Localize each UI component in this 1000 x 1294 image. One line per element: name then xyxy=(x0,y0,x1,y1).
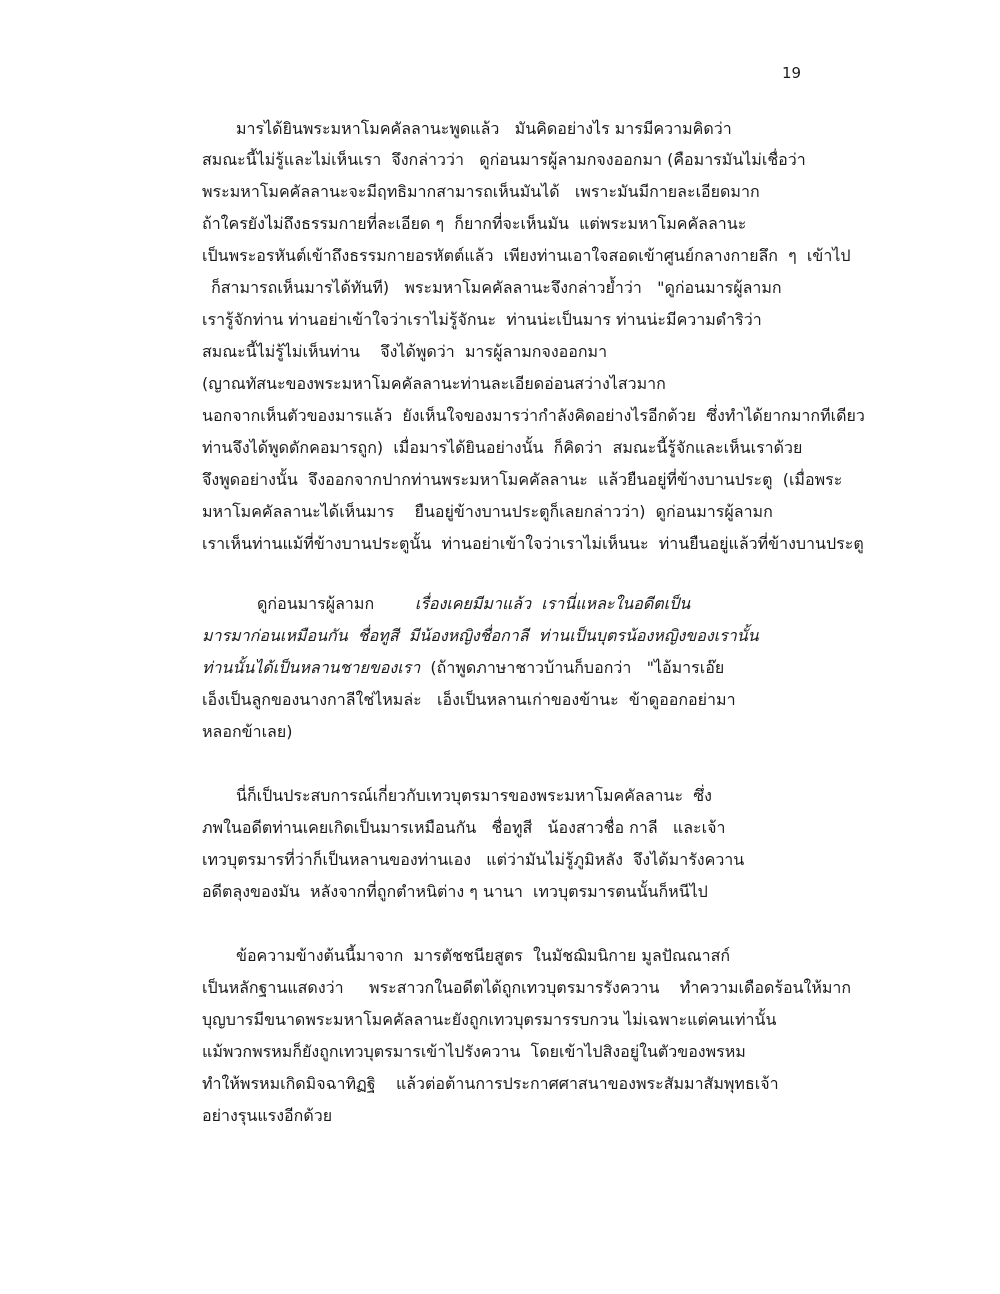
paragraph-4-line xyxy=(202,1042,746,1062)
italic-text-segment: เรื่องเคยมีมาแล้ว เรานี่แหละในอดีตเป็น xyxy=(414,594,691,613)
paragraph-3-line xyxy=(236,786,712,806)
text-segment: (ญาณทัสนะของพระมหาโมคคัลลานะท่านละเอียดอ่อนสว่างไสวมาก xyxy=(202,374,666,393)
text-segment: เทวบุตรมารที่ว่าก็เป็นหลานของท่านเอง แต่ว่ามันไม่รู้ภูมิหลัง จึงได้มารังควาน xyxy=(202,850,745,869)
text-segment: พระมหาโมคคัลลานะจะมีฤทธิมากสามารถเห็นมันได้ เพราะมันมีกายละเอียดมาก xyxy=(202,182,760,201)
paragraph-1-line xyxy=(202,310,762,330)
paragraph-1-line xyxy=(206,278,782,298)
text-segment: มหาโมคคัลลานะได้เห็นมาร ยืนอยู่ข้างบานประตูก็เลยกล่าวว่า) ดูก่อนมารผู้ลามก xyxy=(202,502,773,521)
text-segment: บุญบารมีขนาดพระมหาโมคคัลลานะยังถูกเทวบุตรมารรบกวน ไม่เฉพาะแต่คนเท่านั้น xyxy=(202,1010,777,1029)
paragraph-3-line xyxy=(202,850,744,870)
text-segment: แม้พวกพรหมก็ยังถูกเทวบุตรมารเข้าไปรังควาน โดยเข้าไปสิงอยู่ในตัวของพรหม xyxy=(202,1042,746,1061)
paragraph-1-line xyxy=(202,438,802,458)
paragraph-1-line xyxy=(202,214,746,234)
paragraph-1-line xyxy=(202,182,760,202)
paragraph-1-line xyxy=(202,342,607,362)
paragraph-2-line xyxy=(202,626,759,646)
paragraph-4-line xyxy=(202,1074,779,1094)
text-segment: อย่างรุนแรงอีกด้วย xyxy=(202,1106,333,1125)
paragraph-1-line xyxy=(202,502,773,522)
paragraph-4-line xyxy=(202,1010,776,1030)
paragraph-1-line xyxy=(236,119,732,139)
page-number: 19 xyxy=(782,64,802,82)
paragraph-1-line xyxy=(202,470,842,490)
paragraph-3-line xyxy=(202,818,725,838)
text-segment: (ถ้าพูดภาษาชาวบ้านก็บอกว่า "ไอ้มารเอ๊ย xyxy=(420,658,725,677)
text-segment: ดูก่อนมารผู้ลามก xyxy=(257,594,415,613)
text-segment: ก็สามารถเห็นมารได้ทันที) พระมหาโมคคัลลานะจึงกล่าวย้ำว่า "ดูก่อนมารผู้ลามก xyxy=(206,278,782,297)
paragraph-1-line xyxy=(202,534,864,554)
text-segment: ท่านจึงได้พูดดักคอมารถูก) เมื่อมารได้ยินอย่างนั้น ก็คิดว่า สมณะนี้รู้จักและเห็นเราด้วย xyxy=(202,438,803,457)
paragraph-1-line xyxy=(202,374,666,394)
text-segment: เอ็งเป็นลูกของนางกาลีใช่ไหมล่ะ เอ็งเป็นหลานเก่าของข้านะ ข้าดูออกอย่ามา xyxy=(202,690,736,709)
text-segment: ภพในอดีตท่านเคยเกิดเป็นมารเหมือนกัน ชื่อทูสี น้องสาวชื่อ กาลี และเจ้า xyxy=(202,818,726,837)
paragraph-2-line xyxy=(202,690,736,710)
paragraph-2-line xyxy=(202,658,724,678)
paragraph-2-line xyxy=(202,722,292,742)
text-segment: สมณะนี้ไม่รู้และไม่เห็นเรา จึงกล่าวว่า ดูก่อนมารผู้ลามกจงออกมา (คือมารมันไม่เชื่อว่า xyxy=(202,150,806,169)
italic-text-segment: ท่านนั้นได้เป็นหลานชายของเรา xyxy=(202,658,421,677)
text-segment: จึงพูดอย่างนั้น จึงออกจากปากท่านพระมหาโมคคัลลานะ แล้วยืนอยู่ที่ข้างบานประตู (เมื่อพระ xyxy=(202,470,843,489)
paragraph-1-line xyxy=(202,150,806,170)
text-segment: หลอกข้าเลย) xyxy=(202,722,293,741)
text-segment: เราเห็นท่านแม้ที่ข้างบานประตูนั้น ท่านอย่าเข้าใจว่าเราไม่เห็นนะ ท่านยืนอยู่แล้วที่ข้างบานประตู xyxy=(202,534,864,553)
paragraph-2-line xyxy=(257,594,690,614)
text-segment: เป็นพระอรหันต์เข้าถึงธรรมกายอรหัตต์แล้ว เพียงท่านเอาใจสอดเข้าศูนย์กลางกายลึก ๆ เข้าไป xyxy=(202,246,851,265)
text-segment: ข้อความข้างต้นนี้มาจาก มารตัชชนียสูตร ในมัชฌิมนิกาย มูลปัณณาสก์ xyxy=(236,946,731,965)
paragraph-3-line xyxy=(202,882,708,902)
paragraph-4-line xyxy=(202,978,851,998)
paragraph-4-line xyxy=(202,1106,332,1126)
text-segment: เรารู้จักท่าน ท่านอย่าเข้าใจว่าเราไม่รู้จักนะ ท่านน่ะเป็นมาร ท่านน่ะมีความดำริว่า xyxy=(202,310,762,329)
italic-text-segment: มารมาก่อนเหมือนกัน ชื่อทูสี มีน้องหญิงชื่อกาลี ท่านเป็นบุตรน้องหญิงของเรานั้น xyxy=(202,626,759,645)
text-segment: ทำให้พรหมเกิดมิจฉาทิฏฐิ แล้วต่อต้านการประกาศศาสนาของพระสัมมาสัมพุทธเจ้า xyxy=(202,1074,779,1093)
text-segment: นอกจากเห็นตัวของมารแล้ว ยังเห็นใจของมารว่ากำลังคิดอย่างไรอีกด้วย ซึ่งทำได้ยากมากทีเดียว xyxy=(202,406,865,425)
text-segment: มารได้ยินพระมหาโมคคัลลานะพูดแล้ว มันคิดอย่างไร มารมีความคิดว่า xyxy=(236,119,732,138)
text-segment: นี่ก็เป็นประสบการณ์เกี่ยวกับเทวบุตรมารของพระมหาโมคคัลลานะ ซึ่ง xyxy=(236,786,712,805)
paragraph-4-line xyxy=(236,946,730,966)
paragraph-1-line xyxy=(202,246,851,266)
text-segment: เป็นหลักฐานแสดงว่า พระสาวกในอดีตได้ถูกเทวบุตรมารรังควาน ทำความเดือดร้อนให้มาก xyxy=(202,978,852,997)
text-segment: อดีตลุงของมัน หลังจากที่ถูกตำหนิต่าง ๆ นานา เทวบุตรมารตนนั้นก็หนีไป xyxy=(202,882,708,901)
paragraph-1-line xyxy=(202,406,865,426)
text-segment: ถ้าใครยังไม่ถึงธรรมกายที่ละเอียด ๆ ก็ยากที่จะเห็นมัน แต่พระมหาโมคคัลลานะ xyxy=(202,214,747,233)
text-segment: สมณะนี้ไม่รู้ไม่เห็นท่าน จึงได้พูดว่า มารผู้ลามกจงออกมา xyxy=(202,342,608,361)
